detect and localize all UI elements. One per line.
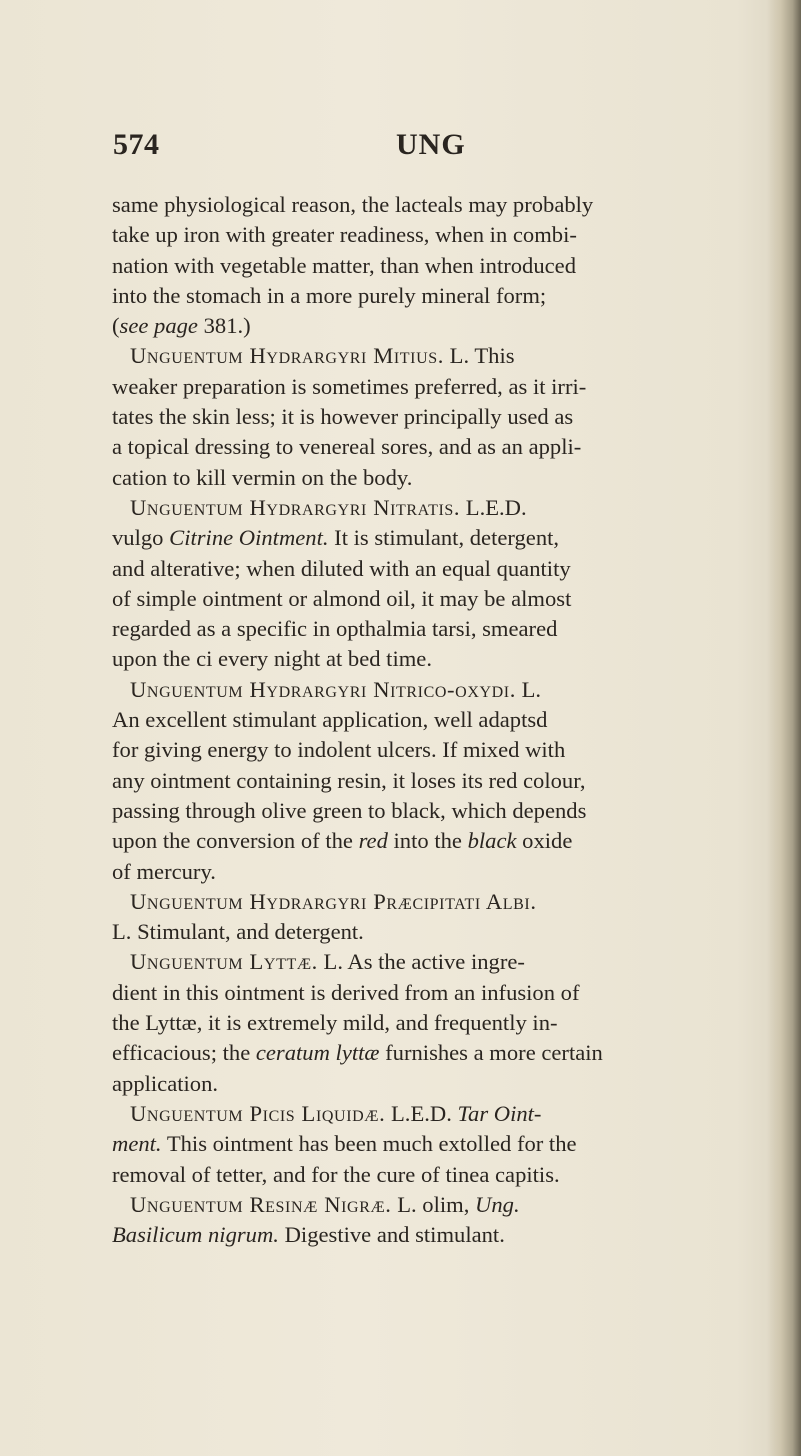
text-line bbox=[112, 1038, 752, 1068]
entry-heading: Unguentum Hydrargyri Nitratis. bbox=[130, 494, 461, 520]
text-run: the Lyttæ, it is extremely mild, and frequently in- bbox=[112, 1010, 558, 1036]
italic-text: Ung. bbox=[475, 1191, 520, 1217]
text-line bbox=[112, 432, 752, 462]
text-run: into the stomach in a more purely mineral form; bbox=[112, 282, 547, 308]
text-run: dient in this ointment is derived from an infusion of bbox=[112, 979, 580, 1005]
text-line bbox=[112, 1069, 752, 1099]
text-run: of mercury. bbox=[112, 858, 216, 884]
text-line bbox=[112, 735, 752, 765]
text-run: same physiological reason, the lacteals may probably bbox=[112, 192, 594, 217]
text-line bbox=[112, 554, 752, 584]
text-line bbox=[112, 978, 752, 1008]
text-run: An excellent stimulant application, well adaptsd bbox=[112, 707, 548, 733]
text-line bbox=[112, 523, 752, 553]
text-line bbox=[112, 1129, 752, 1159]
entry-heading: Unguentum Hydrargyri Præcipitati Albi. bbox=[130, 888, 537, 914]
text-line bbox=[112, 766, 752, 796]
text-run: a topical dressing to venereal sores, and as an appli- bbox=[112, 434, 582, 460]
text-run: upon the conversion of the bbox=[112, 828, 359, 854]
text-line bbox=[112, 887, 752, 917]
text-line bbox=[112, 190, 752, 220]
text-run: passing through olive green to black, which depends bbox=[112, 797, 587, 823]
text-run: L. bbox=[515, 676, 542, 702]
text-run: weaker preparation is sometimes preferred, as it irri- bbox=[112, 373, 587, 399]
italic-text: Tar Oint- bbox=[457, 1100, 542, 1126]
text-run: L. Stimulant, and detergent. bbox=[112, 919, 364, 945]
italic-text: Citrine Ointment. bbox=[169, 525, 329, 551]
text-run: oxide bbox=[516, 828, 573, 854]
text-run: for giving energy to indolent ulcers. If mixed with bbox=[112, 737, 566, 763]
text-run: furnishes a more certain bbox=[379, 1040, 603, 1066]
text-run: application. bbox=[112, 1070, 219, 1096]
text-line bbox=[112, 826, 752, 856]
text-line bbox=[112, 463, 752, 493]
text-line bbox=[112, 614, 752, 644]
text-run: take up iron with greater readiness, when in combi- bbox=[112, 222, 577, 248]
text-line bbox=[112, 220, 752, 250]
text-line bbox=[112, 796, 752, 826]
entry-heading: Unguentum Hydrargyri Nitrico-oxydi. bbox=[130, 676, 516, 702]
text-run: nation with vegetable matter, than when introduced bbox=[112, 252, 576, 278]
text-run: removal of tetter, and for the cure of tinea capitis. bbox=[112, 1161, 560, 1187]
entry-heading: Unguentum Picis Liquidæ. bbox=[130, 1100, 386, 1126]
italic-text: red bbox=[358, 828, 388, 854]
italic-text: ceratum lyttæ bbox=[255, 1040, 380, 1066]
text-run: tates the skin less; it is however principally used as bbox=[112, 404, 574, 430]
italic-text: see page bbox=[119, 313, 198, 339]
italic-text: Basilicum nigrum. bbox=[112, 1222, 279, 1248]
text-line bbox=[112, 251, 752, 281]
text-line bbox=[112, 281, 752, 311]
text-run: L. olim, bbox=[391, 1191, 476, 1217]
text-line bbox=[112, 705, 752, 735]
text-run: It is stimulant, detergent, bbox=[328, 525, 560, 551]
text-line bbox=[112, 311, 752, 341]
text-run: into the bbox=[387, 828, 468, 854]
text-run: vulgo bbox=[112, 525, 170, 551]
italic-text: black bbox=[467, 828, 517, 854]
page-header bbox=[113, 128, 673, 168]
entry-heading: Unguentum Lyttæ. bbox=[130, 949, 318, 975]
page-number: 574 bbox=[113, 128, 160, 161]
text-run: efficacious; the bbox=[112, 1040, 256, 1066]
text-line bbox=[112, 402, 752, 432]
text-run: regarded as a specific in opthalmia tarsi, smeared bbox=[112, 616, 558, 642]
text-run: L.E.D. bbox=[385, 1100, 458, 1126]
text-line bbox=[112, 1190, 752, 1220]
text-line bbox=[112, 857, 752, 887]
text-line bbox=[112, 644, 752, 674]
text-run: This ointment has been much extolled for the bbox=[161, 1131, 577, 1157]
italic-text: ment. bbox=[112, 1131, 162, 1157]
text-line bbox=[112, 1099, 752, 1129]
text-run: L.E.D. bbox=[460, 494, 527, 520]
text-line bbox=[112, 493, 752, 523]
running-head: UNG bbox=[396, 128, 466, 161]
text-line bbox=[112, 1008, 752, 1038]
text-line bbox=[112, 341, 752, 371]
text-run: any ointment containing resin, it loses its red colour, bbox=[112, 767, 586, 793]
entry-heading: Unguentum Resinæ Nigræ. bbox=[130, 1191, 392, 1217]
text-line bbox=[112, 372, 752, 402]
text-run: ( bbox=[112, 313, 120, 339]
text-line bbox=[112, 584, 752, 614]
text-run: L. This bbox=[444, 343, 515, 369]
text-run: upon the ci every night at bed time. bbox=[112, 646, 432, 672]
text-run: cation to kill vermin on the body. bbox=[112, 464, 413, 490]
text-run: of simple ointment or almond oil, it may be almost bbox=[112, 585, 572, 611]
entry-heading: Unguentum Hydrargyri Mitius. bbox=[130, 343, 445, 369]
text-run: Digestive and stimulant. bbox=[278, 1222, 505, 1248]
body-text bbox=[112, 190, 752, 1250]
text-line bbox=[112, 1160, 752, 1190]
text-line bbox=[112, 947, 752, 977]
text-line bbox=[112, 917, 752, 947]
page-edge-shadow bbox=[767, 0, 801, 1456]
text-run: L. As the active ingre- bbox=[317, 949, 525, 975]
text-run: 381.) bbox=[197, 313, 251, 339]
text-run: and alterative; when diluted with an equal quantity bbox=[112, 555, 571, 581]
text-line bbox=[112, 1220, 752, 1250]
text-line bbox=[112, 675, 752, 705]
